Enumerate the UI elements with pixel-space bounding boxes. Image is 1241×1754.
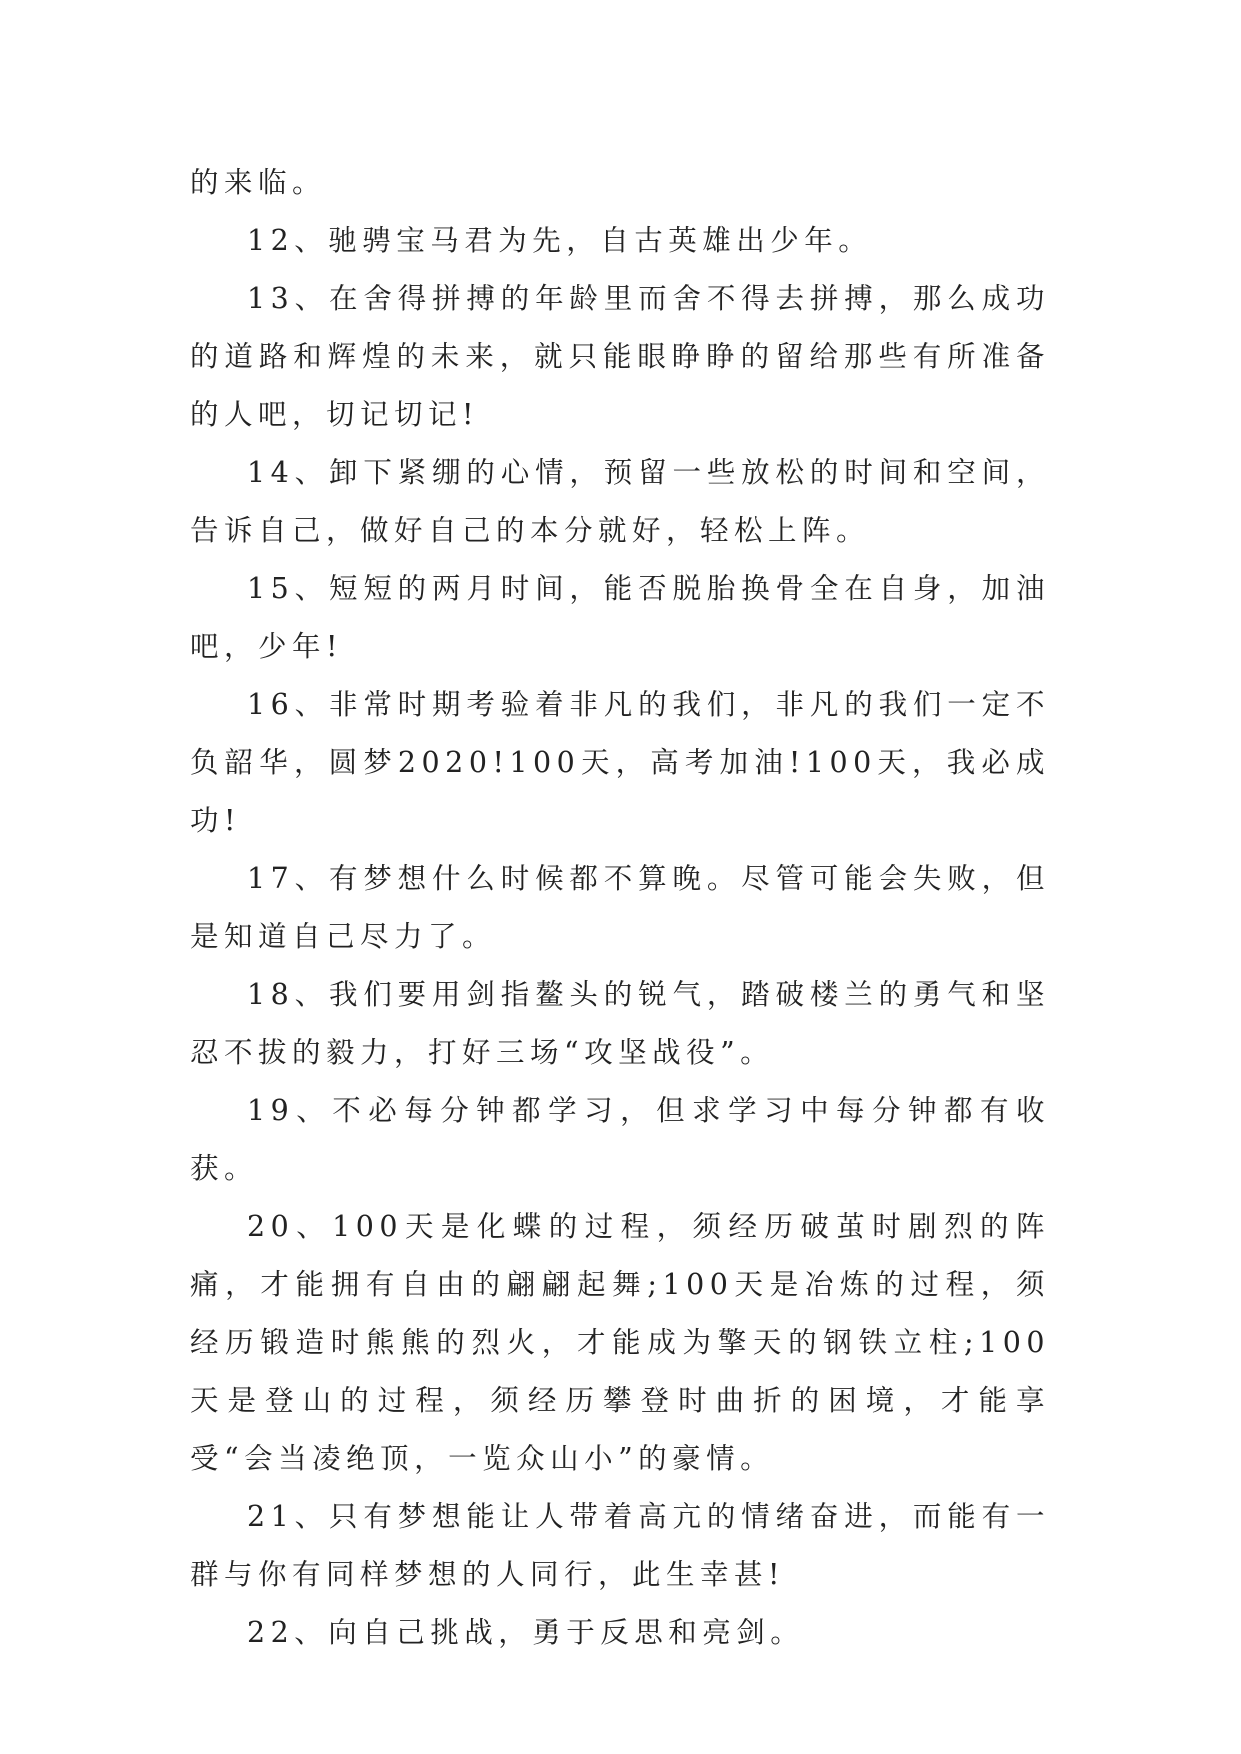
paragraph-13: 13、在舍得拼搏的年龄里而舍不得去拼搏，那么成功的道路和辉煌的未来，就只能眼睁睁的留给那些有所准备的人吧，切记切记! bbox=[190, 282, 1050, 431]
document-body bbox=[190, 154, 1050, 1662]
paragraph-19: 19、不必每分钟都学习，但求学习中每分钟都有收获。 bbox=[190, 1094, 1050, 1185]
paragraph-18: 18、我们要用剑指鳌头的锐气，踏破楼兰的勇气和坚忍不拔的毅力，打好三场“攻坚战役”。 bbox=[190, 978, 1050, 1069]
paragraph-22: 22、向自己挑战，勇于反思和亮剑。 bbox=[247, 1616, 805, 1649]
paragraph-11-continuation: 的来临。 bbox=[190, 166, 327, 199]
paragraph-14: 14、卸下紧绷的心情，预留一些放松的时间和空间，告诉自己，做好自己的本分就好，轻松上阵。 bbox=[190, 456, 1050, 547]
paragraph-20: 20、100天是化蝶的过程，须经历破茧时剧烈的阵痛，才能拥有自由的翩翩起舞;100天是冶炼的过程，须经历锻造时熊熊的烈火，才能成为擎天的钢铁立柱;100天是登山的过程，须经历攀登时曲折的困境，才能享受“会当凌绝顶，一览众山小”的豪情。 bbox=[190, 1210, 1050, 1475]
paragraph-17: 17、有梦想什么时候都不算晚。尽管可能会失败，但是知道自己尽力了。 bbox=[190, 862, 1050, 953]
paragraph-21: 21、只有梦想能让人带着高亢的情绪奋进，而能有一群与你有同样梦想的人同行，此生幸甚! bbox=[190, 1500, 1050, 1591]
paragraph-15: 15、短短的两月时间，能否脱胎换骨全在自身，加油吧，少年! bbox=[190, 572, 1050, 663]
paragraph-12: 12、驰骋宝马君为先，自古英雄出少年。 bbox=[247, 224, 873, 257]
paragraph-16: 16、非常时期考验着非凡的我们，非凡的我们一定不负韶华，圆梦2020!100天，高考加油!100天，我必成功! bbox=[190, 688, 1050, 837]
